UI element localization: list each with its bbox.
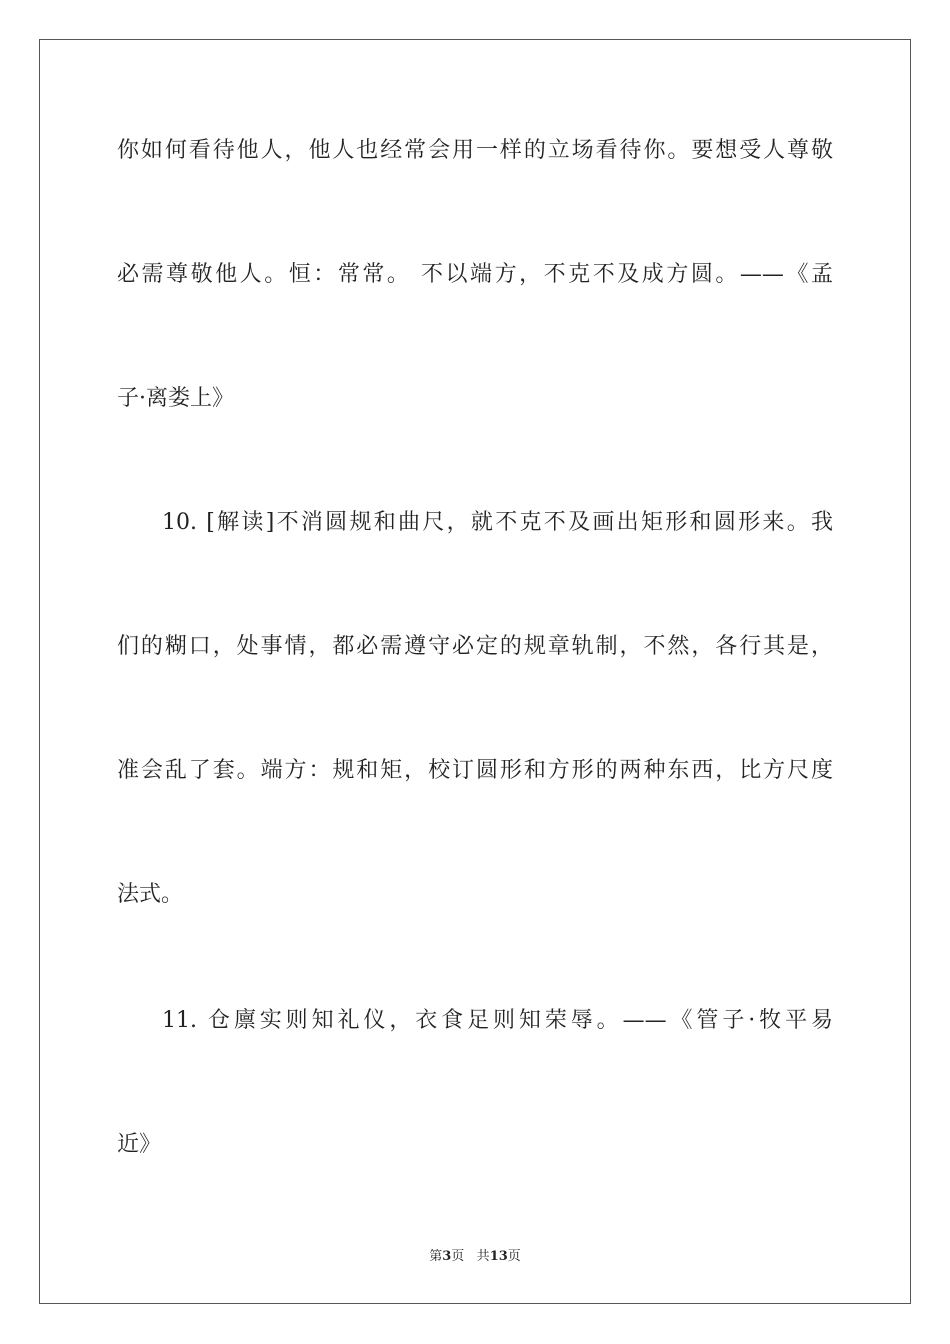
- page-footer: [0, 1249, 950, 1265]
- paragraph-10-line-1: 10. [解读]不消圆规和曲尺，就不克不及画出矩形和圆形来。我: [162, 510, 833, 535]
- paragraph-10-line-2: 们的糊口，处事情，都必需遵守必定的规章轨制，不然，各行其是，: [117, 634, 833, 659]
- body-text-line-3: 子·离娄上》: [117, 386, 234, 411]
- paragraph-11-line-1: 11. 仓廪实则知礼仪，衣食足则知荣辱。——《管子·牧平易: [162, 1008, 833, 1033]
- page-border: [39, 39, 911, 1304]
- total-suffix: 页: [507, 1249, 521, 1264]
- paragraph-11-line-2: 近》: [117, 1132, 162, 1157]
- paragraph-10-line-3: 准会乱了套。端方：规和矩，校订圆形和方形的两种东西，比方尺度: [117, 758, 833, 783]
- page-suffix: 页: [451, 1249, 465, 1264]
- total-page-number: 13: [489, 1249, 508, 1264]
- total-prefix: 共: [476, 1249, 490, 1264]
- current-page-number: 3: [442, 1249, 452, 1264]
- paragraph-10-line-4: 法式。: [117, 882, 184, 907]
- page-prefix: 第: [429, 1249, 443, 1264]
- body-text-line-1: 你如何看待他人，他人也经常会用一样的立场看待你。要想受人尊敬: [117, 138, 833, 163]
- body-text-line-2: 必需尊敬他人。恒：常常。 不以端方，不克不及成方圆。——《孟: [117, 262, 833, 287]
